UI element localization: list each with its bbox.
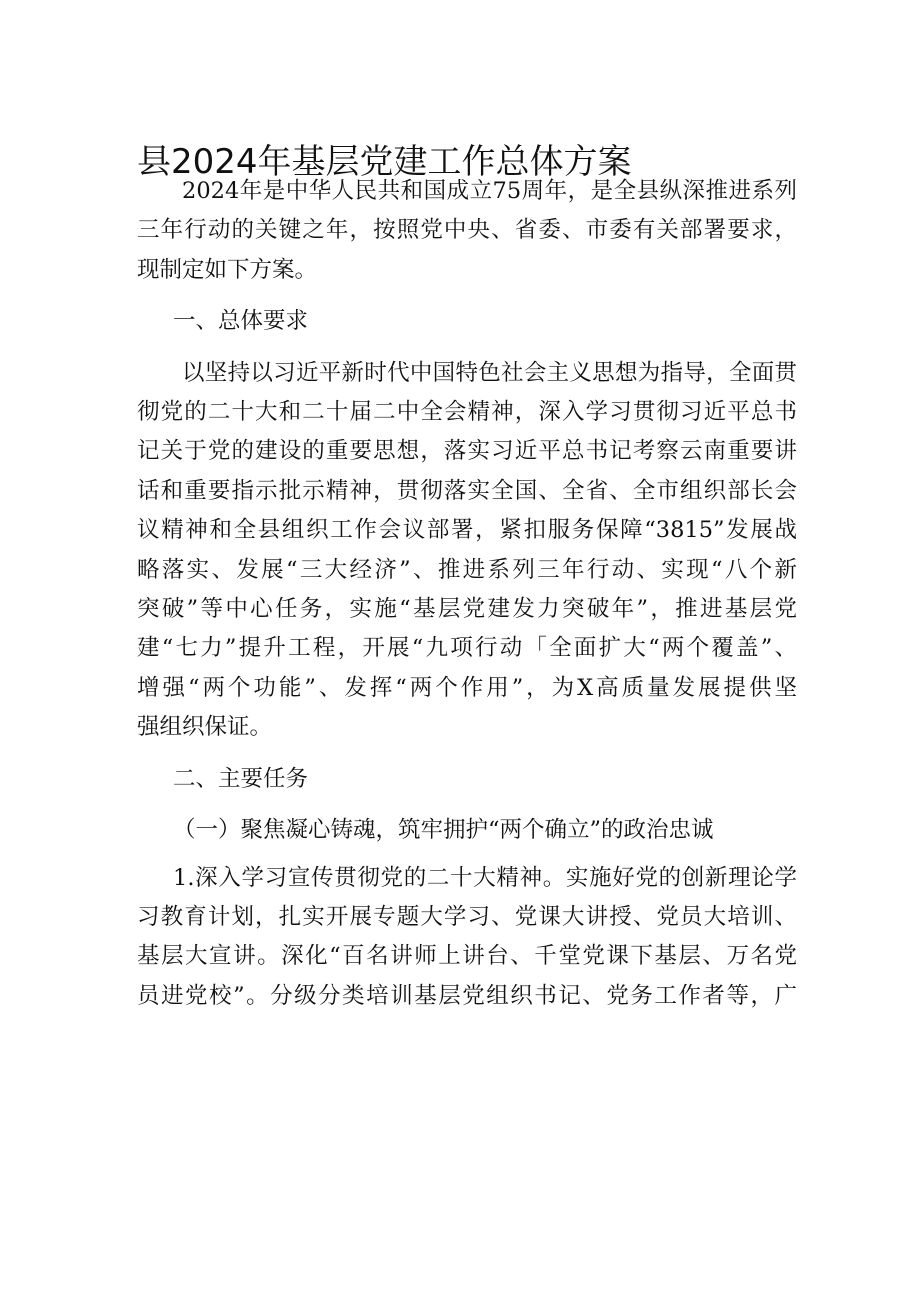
section-heading-2: 二、主要任务 bbox=[173, 765, 309, 792]
text-line: 话和重要指示批示精神，贯彻落实全国、全省、全市组织部长会 bbox=[137, 477, 797, 504]
text-line: 突破”等中心任务，实施“基层党建发力突破年”，推进基层党 bbox=[137, 596, 797, 623]
text-line: 习教育计划，扎实开展专题大学习、党课大讲授、党员大培训、 bbox=[137, 903, 797, 930]
document-title: 县2024年基层党建工作总体方案 bbox=[137, 142, 632, 182]
section1-paragraph bbox=[137, 354, 797, 748]
text-line: 强组织保证。 bbox=[137, 714, 273, 741]
text-line: 现制定如下方案。 bbox=[137, 256, 318, 283]
text-line: 建“七力”提升工程，开展“九项行动「全面扩大“两个覆盖”、 bbox=[137, 635, 797, 662]
text-line: 三年行动的关键之年，按照党中央、省委、市委有关部署要求， bbox=[137, 217, 797, 244]
text-line: 彻党的二十大和二十届二中全会精神，深入学习贯彻习近平总书 bbox=[137, 399, 797, 426]
text-line: 员进党校”。分级分类培训基层党组织书记、党务工作者等，广 bbox=[137, 982, 797, 1009]
text-line: 增强“两个功能”、发挥“两个作用”，为X高质量发展提供坚 bbox=[137, 674, 797, 701]
text-line: 记关于党的建设的重要思想，落实习近平总书记考察云南重要讲 bbox=[137, 438, 797, 465]
text-line: 以坚持以习近平新时代中国特色社会主义思想为指导，全面贯 bbox=[182, 359, 797, 386]
text-line: 议精神和全县组织工作会议部署，紧扣服务保障“3815”发展战 bbox=[137, 517, 797, 544]
intro-paragraph bbox=[137, 172, 797, 290]
text-line: 基层大宣讲。深化“百名讲师上讲台、千堂党课下基层、万名党 bbox=[137, 943, 797, 970]
section-heading-1: 一、总体要求 bbox=[173, 308, 309, 335]
document-body bbox=[137, 172, 797, 1016]
text-line: 2024年是中华人民共和国成立75周年，是全县纵深推进系列 bbox=[182, 178, 797, 204]
text-line: 略落实、发展“三大经济”、推进系列三年行动、实现“八个新 bbox=[137, 556, 797, 583]
text-line: 1.深入学习宣传贯彻党的二十大精神。实施好党的创新理论学 bbox=[173, 864, 797, 891]
subsection-heading-1: （一）聚焦凝心铸魂，筑牢拥护“两个确立”的政治忠诚 bbox=[173, 817, 714, 844]
item1-paragraph bbox=[137, 859, 797, 1017]
